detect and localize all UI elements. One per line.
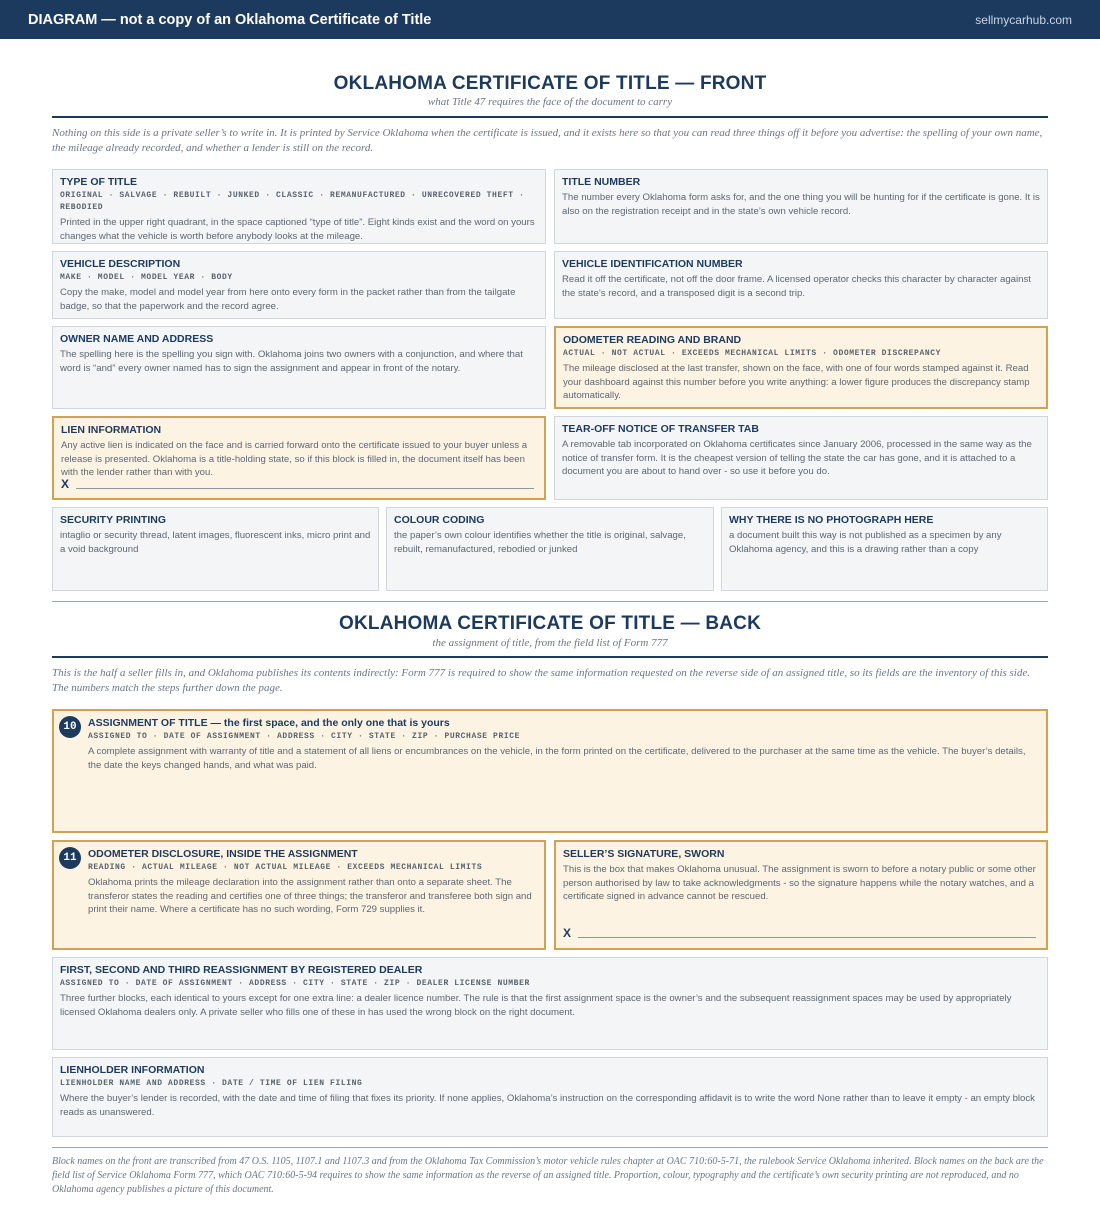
colour-coding-block (386, 507, 714, 591)
title-number-block (554, 169, 1048, 244)
block-description: Oklahoma prints the mileage declaration into the assignment rather than onto a separate sheet. The transferor states the reading and certifies one of three things; the transferor and transferee both sign and print their name. Where a certificate has no such wording, Form 729 supplies it. (88, 877, 532, 915)
block-description: Printed in the upper right quadrant, in the space captioned “type of title”. Eight kinds exist and the word on yours changes what the vehicle is worth before anybody looks at the mileage. (60, 217, 535, 242)
block-description: The number every Oklahoma form asks for, and the one thing you will be hunting for if the certificate is gone. It is also on the registration receipt and in the state’s own vehicle record. (562, 192, 1040, 217)
block-description: a document built this way is not published as a specimen by any Oklahoma agency, and this is a drawing rather than a copy (729, 530, 1002, 555)
block-description: The mileage disclosed at the last transfer, shown on the face, with one of four words stamped against it. Read your dashboard against this number before you write anything: a lower figure produces the discrepancy stamp automatically. (563, 363, 1030, 401)
block-description: Three further blocks, each identical to yours except for one extra line: a dealer licence number. The rule is that the first assignment space is the owner’s and the subsequent reassignment spaces may be used by appropriately licensed Oklahoma dealers only. A private seller who fills one of these in has used the wrong block on the right document. (60, 993, 1012, 1018)
tearoff-block (554, 416, 1048, 500)
block-description: A removable tab incorporated on Oklahoma certificates since January 2006, processed in the same way as the notice of transfer form. It is the cheapest version of telling the state the car has gone, and it is attached to a document you are about to hand over - so use it before you do. (562, 439, 1032, 477)
block-title: VEHICLE IDENTIFICATION NUMBER (562, 258, 743, 270)
lienholder-block (52, 1057, 1048, 1137)
front-heading: OKLAHOMA CERTIFICATE OF TITLE — FRONT (333, 73, 767, 94)
owner-block (52, 326, 546, 409)
block-title: VEHICLE DESCRIPTION (60, 258, 181, 270)
lien-block (52, 416, 546, 500)
signature-mark: X (563, 926, 572, 940)
block-description: A complete assignment with warranty of title and a statement of all liens or encumbrances on the vehicle, in the form printed on the certificate, delivered to the purchaser at the same time as the vehicle. The buyer’s details, the date the keys changed hands, and what was paid. (88, 746, 1026, 771)
block-title: COLOUR CODING (394, 514, 485, 526)
seller-signature-block (554, 840, 1048, 950)
block-title: SELLER’S SIGNATURE, SWORN (563, 848, 725, 860)
no-photograph-block (721, 507, 1048, 591)
block-title: ODOMETER DISCLOSURE, INSIDE THE ASSIGNMENT (88, 848, 358, 860)
footer-divider (52, 1147, 1048, 1148)
block-fields: ASSIGNED TO · DATE OF ASSIGNMENT · ADDRESS · CITY · STATE · ZIP · PURCHASE PRICE (88, 732, 521, 741)
step-badge: 10 (59, 716, 81, 738)
block-fields: ORIGINAL · SALVAGE · REBUILT · JUNKED · CLASSIC · REMANUFACTURED · UNRECOVERED THEFT · REBODIED (60, 191, 525, 212)
back-rule (52, 656, 1048, 658)
block-title: TEAR-OFF NOTICE OF TRANSFER TAB (562, 423, 759, 435)
block-fields: MAKE · MODEL · MODEL YEAR · BODY (60, 273, 233, 282)
block-title (88, 717, 1039, 730)
block-description: The spelling here is the spelling you sign with. Oklahoma joins two owners with a conjunction, and where that word is “and” every owner named has to sign the assignment and appear in front of the notary. (60, 349, 523, 374)
block-description: Read it off the certificate, not off the door frame. A licensed operator checks this character by character against the state’s record, and a transposed digit is a second trip. (562, 274, 1031, 299)
signature-mark: X (61, 477, 70, 491)
back-subtitle: the assignment of title, from the field list of Form 777 (432, 637, 668, 649)
signature-rule (578, 928, 1036, 938)
block-title: LIENHOLDER INFORMATION (60, 1064, 205, 1076)
section-divider (52, 601, 1048, 602)
block-description: Copy the make, model and model year from here onto every form in the packet rather than from the tailgate badge, so that the paperwork and the record agree. (60, 287, 516, 312)
block-description: intaglio or security thread, latent images, fluorescent inks, micro print and a void background (60, 530, 371, 555)
block-title-main: ASSIGNMENT OF TITLE (88, 717, 208, 729)
block-fields: ACTUAL · NOT ACTUAL · EXCEEDS MECHANICAL LIMITS · ODOMETER DISCREPANCY (563, 349, 942, 358)
vin-block (554, 251, 1048, 319)
block-title: TYPE OF TITLE (60, 176, 138, 188)
front-subtitle: what Title 47 requires the face of the document to carry (427, 96, 673, 108)
footer-note: Block names on the front are transcribed from 47 O.S. 1105, 1107.1 and 1107.3 and from the Oklahoma Tax Commission’s motor vehicle rules chapter at OAC 710:60-5-71, the rulebook Service Oklahoma inherited. Block names on the back are the field list of Service Oklahoma Form 777, which OAC 710:60-5-94 requires to show the same information as the reverse of an assigned title. Proportion, colour, typography and the certificate’s own security printing are not reproduced, and no Oklahoma agency publishes a picture of this document. (52, 1156, 1044, 1195)
block-title: LIEN INFORMATION (61, 424, 162, 436)
security-printing-block (52, 507, 379, 591)
vehicle-description-block (52, 251, 546, 319)
block-description: Any active lien is indicated on the face and is carried forward onto the certificate issued to your buyer unless a release is presented. Oklahoma is a title-holding state, so if this block is filled in, the document itself has been with the lender rather than with you. (61, 440, 528, 478)
block-title: TITLE NUMBER (562, 176, 641, 188)
block-description: This is the box that makes Oklahoma unusual. The assignment is sworn to before a notary public or some other person authorised by law to take acknowledgments - so the signature happens while the notary watches, and a certificate signed in advance cannot be rescued. (563, 864, 1036, 902)
block-fields: LIENHOLDER NAME AND ADDRESS · DATE / TIME OF LIEN FILING (60, 1079, 363, 1088)
seller-signature-line[interactable] (563, 927, 1036, 939)
odometer-block (554, 326, 1048, 409)
block-title: OWNER NAME AND ADDRESS (60, 333, 214, 345)
block-title: FIRST, SECOND AND THIRD REASSIGNMENT BY REGISTERED DEALER (60, 964, 423, 976)
step-badge: 11 (59, 847, 81, 869)
lien-signature-line[interactable] (61, 478, 534, 490)
block-title: SECURITY PRINTING (60, 514, 166, 526)
back-intro: This is the half a seller fills in, and Oklahoma publishes its contents indirectly: Form 777 is required to show the same information requested on the reverse side of an assigned title, so its fields are the inventory of this side. The numbers match the steps further down the page. (52, 667, 1030, 694)
dealer-reassignment-block (52, 957, 1048, 1050)
block-title-note: — the first space, and the only one that is yours (207, 717, 450, 729)
block-fields: ASSIGNED TO · DATE OF ASSIGNMENT · ADDRESS · CITY · STATE · ZIP · DEALER LICENSE NUMBER (60, 979, 530, 988)
top-banner (0, 0, 1100, 39)
block-title: ODOMETER READING AND BRAND (563, 334, 742, 346)
odometer-disclosure-block (52, 840, 546, 950)
block-title: WHY THERE IS NO PHOTOGRAPH HERE (729, 514, 934, 526)
block-description: the paper’s own colour identifies whether the title is original, salvage, rebuilt, remanufactured, rebodied or junked (394, 530, 686, 555)
type-of-title-block (52, 169, 546, 244)
front-rule (52, 116, 1048, 118)
block-description: Where the buyer’s lender is recorded, with the date and time of filing that fixes its priority. If none applies, Oklahoma’s instruction on the corresponding affidavit is to write the word None rather than to leave it empty - an empty block reads as unanswered. (60, 1093, 1035, 1118)
front-intro: Nothing on this side is a private seller’s to write in. It is printed by Service Oklahoma when the certificate is issued, and it exists here so that you can read three things off it before you advertise: the spelling of your own name, the mileage already recorded, and whether a lender is still on the record. (52, 127, 1043, 154)
banner-title: DIAGRAM — not a copy of an Oklahoma Certificate of Title (28, 11, 432, 28)
back-heading: OKLAHOMA CERTIFICATE OF TITLE — BACK (339, 613, 761, 634)
block-fields: READING · ACTUAL MILEAGE · NOT ACTUAL MILEAGE · EXCEEDS MECHANICAL LIMITS (88, 863, 483, 872)
site-link[interactable]: sellmycarhub.com (975, 12, 1072, 27)
signature-rule (76, 479, 534, 489)
assignment-block (52, 709, 1048, 833)
